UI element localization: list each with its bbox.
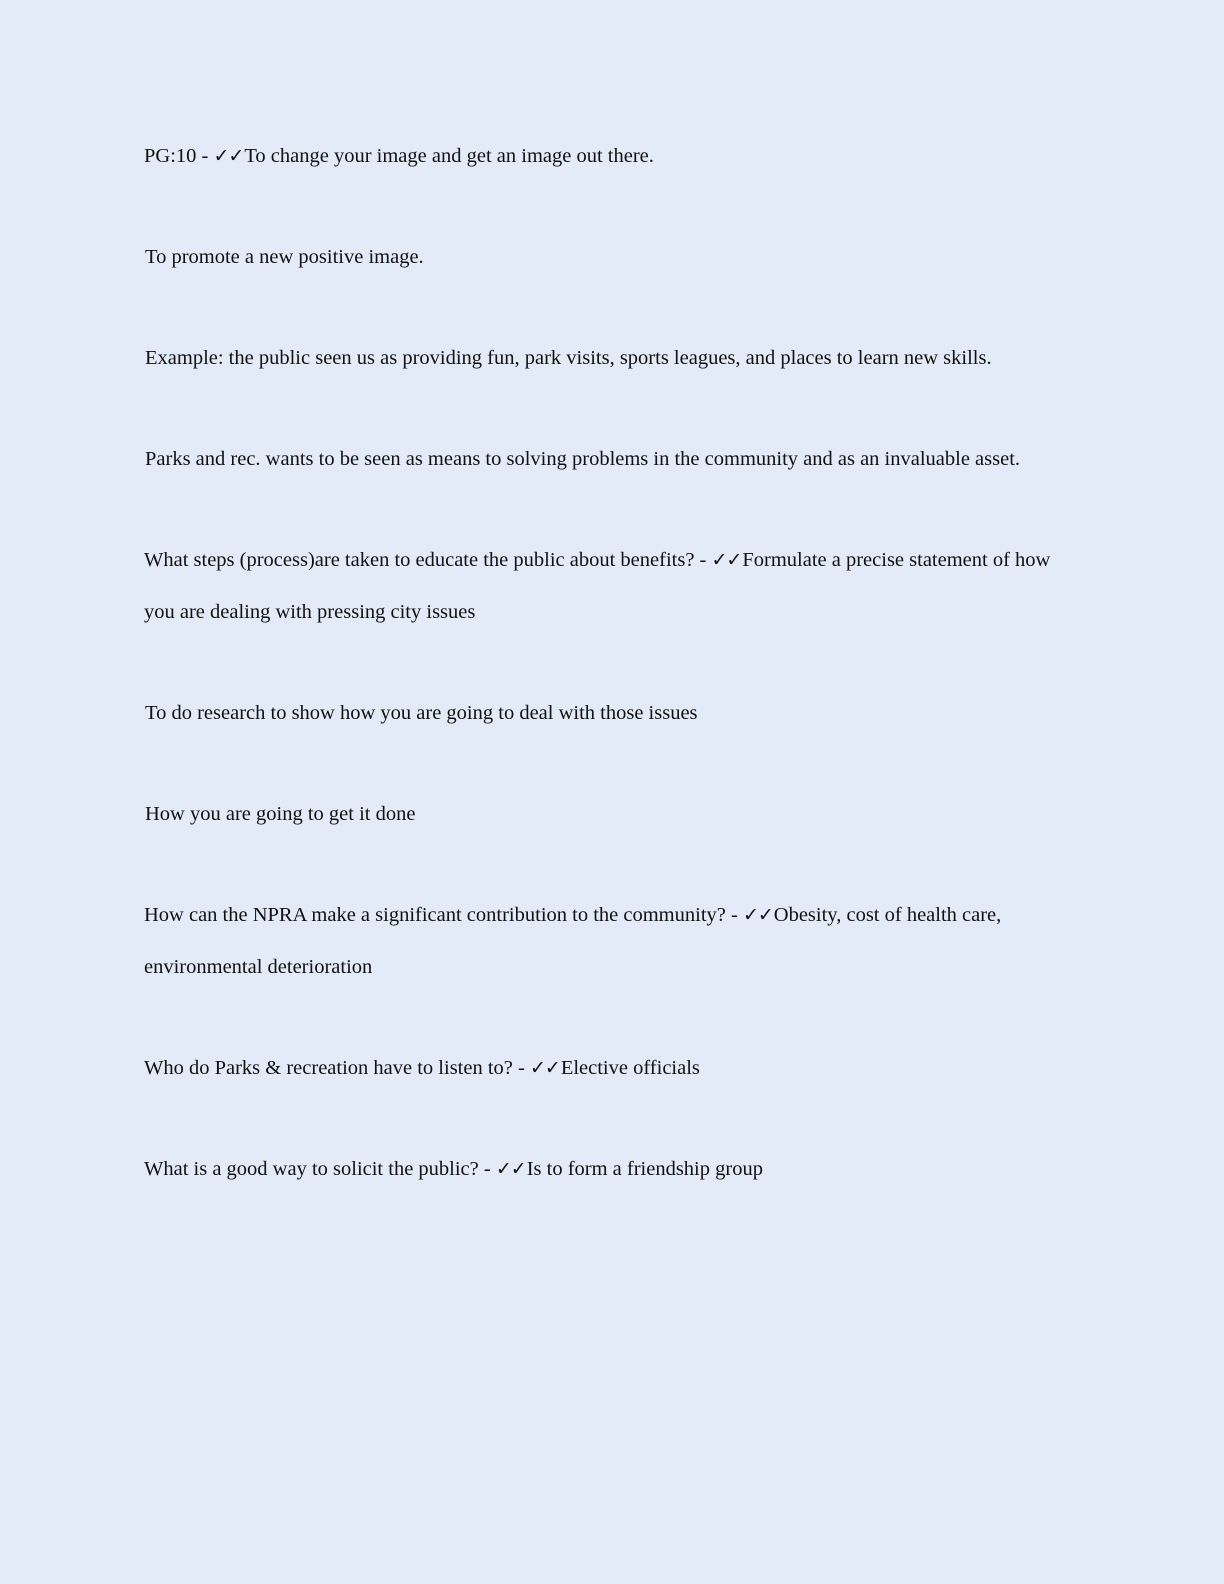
paragraph-text: Elective officials [560, 1057, 700, 1079]
question-lead: Who do Parks & recreation have to listen to? - [144, 1057, 530, 1079]
paragraph-text: To change your image and get an image out there. [244, 145, 654, 167]
paragraph [144, 231, 1074, 283]
paragraph-text: Is to form a friendship group [526, 1158, 763, 1180]
question-lead: What is a good way to solicit the public? - [144, 1158, 496, 1180]
paragraph-text: How you are going to get it done [145, 803, 416, 825]
paragraph [144, 1143, 1074, 1195]
paragraph [144, 332, 1074, 384]
paragraph-text: Formulate a precise statement of how you are dealing with pressing city issues [144, 549, 1051, 623]
checkmark-icon: ✓✓ [213, 145, 244, 167]
paragraph-text: Obesity, cost of health care, environmental deterioration [144, 904, 1002, 978]
paragraph [144, 130, 1074, 182]
paragraph-text: To do research to show how you are going to deal with those issues [145, 702, 698, 724]
paragraph-text: Parks and rec. wants to be seen as means to solving problems in the community and as an invaluable asset. [145, 448, 1021, 470]
paragraph [144, 889, 1074, 993]
question-lead: What steps (process)are taken to educate the public about benefits? - [144, 549, 712, 571]
paragraph [144, 687, 1074, 739]
paragraph [144, 1042, 1074, 1094]
checkmark-icon: ✓✓ [711, 549, 742, 571]
paragraph [144, 788, 1074, 840]
checkmark-icon: ✓✓ [529, 1057, 560, 1079]
checkmark-icon: ✓✓ [742, 904, 773, 926]
paragraph-text: Example: the public seen us as providing fun, park visits, sports leagues, and places to learn new skills. [145, 347, 992, 369]
checkmark-icon: ✓✓ [495, 1158, 526, 1180]
paragraph-text: To promote a new positive image. [145, 246, 424, 268]
question-lead: PG:10 - [144, 145, 214, 167]
question-lead: How can the NPRA make a significant contribution to the community? - [144, 904, 743, 926]
paragraph [144, 433, 1074, 485]
paragraph [144, 534, 1074, 638]
